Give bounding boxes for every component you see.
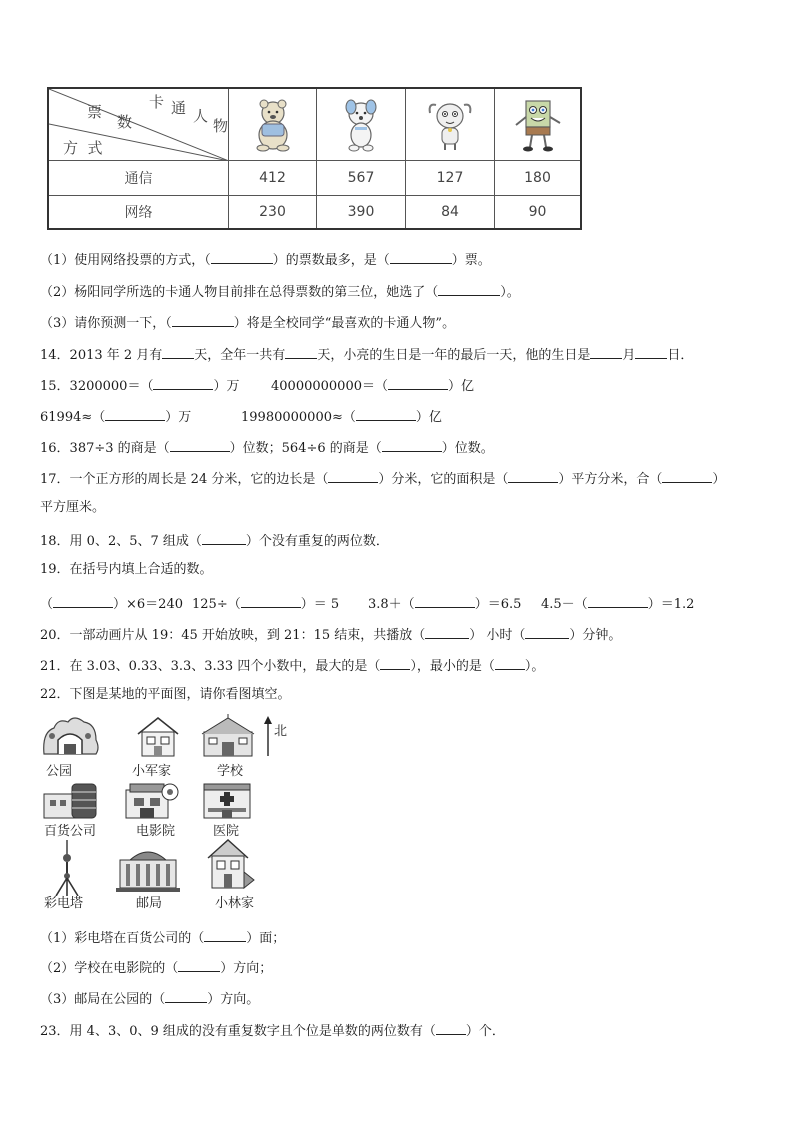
place-xiaolin-home: 小林家 [215,896,255,911]
answer-blank[interactable] [495,656,525,670]
answer-blank[interactable] [204,928,246,942]
answer-blank[interactable] [662,469,712,483]
row-label-wangluo: 网络 [49,196,229,228]
place-park: 公园 [46,764,73,779]
cinema-icon [122,780,180,820]
question-23: 23．用 4、3、0、9 组成的没有重复数字且个位是单数的两位数有（ ）个． [40,1021,505,1040]
dog-cell [317,89,406,161]
answer-blank[interactable] [356,407,416,421]
hospital-icon [200,780,254,820]
place-cinema: 电影院 [136,824,176,839]
q22-part2: （2）学校在电影院的（ ）方向； [40,958,272,977]
answer-blank[interactable] [590,345,622,359]
place-tv-tower: 彩电塔 [44,896,84,911]
answer-blank[interactable] [388,376,448,390]
answer-blank[interactable] [165,989,207,1003]
q22-part1: （1）彩电塔在百货公司的（ ）面； [40,928,285,947]
answer-blank[interactable] [170,438,230,452]
answer-blank[interactable] [202,531,246,545]
question-15-row1b: 40000000000＝（ ）亿 [271,376,474,395]
answer-blank[interactable] [382,438,442,452]
answer-blank[interactable] [153,376,213,390]
post-office-icon [114,844,182,892]
header-diagonal-cell [49,89,229,161]
header-method: 方 式 [63,139,103,157]
q13-part1: （1）使用网络投票的方式，（ ）的票数最多，是（ ）票。 [40,250,491,269]
answer-blank[interactable] [162,345,194,359]
xiaolin-home-icon [200,836,256,892]
park-icon [40,714,100,760]
q19-eq2: 125÷（ ）＝ 5 [192,594,339,613]
table-cell: 390 [317,196,406,228]
sponge-cell [495,89,580,161]
sponge-icon [510,97,566,153]
place-hospital: 医院 [213,824,240,839]
header-cartoon-3: 人 [193,107,209,125]
question-20: 20．一部动画片从 19：45 开始放映，到 21：15 结束，共播放（ ） 小时（ ）分钟。 [40,625,621,644]
school-icon [200,714,256,760]
row-label-tongxin: 通信 [49,161,229,196]
table-cell: 127 [406,161,495,196]
question-18: 18．用 0、2、5、7 组成（ ）个没有重复的两位数． [40,531,389,550]
goat-icon [422,97,478,153]
answer-blank[interactable] [241,594,301,608]
north-arrow-icon [262,716,274,756]
q19-eq1: （ ）×6＝240 [40,594,183,613]
answer-blank[interactable] [380,656,410,670]
place-post-office: 邮局 [136,896,163,911]
answer-blank[interactable] [285,345,317,359]
table-cell: 84 [406,196,495,228]
question-16: 16．387÷3 的商是（ ）位数；564÷6 的商是（ ）位数。 [40,438,494,457]
answer-blank[interactable] [105,407,165,421]
answer-blank[interactable] [635,345,667,359]
header-cartoon-1: 卡 [149,93,165,111]
question-15-row2b: 19980000000≈（ ）亿 [241,407,442,426]
question-14: 14．2013 年 2 月有 天，全年一共有 天，小亮的生日是一年的最后一天，他的生日是 月 日． [40,345,693,364]
answer-blank[interactable] [53,594,113,608]
answer-blank[interactable] [525,625,569,639]
header-cartoon-4: 物 [213,117,229,135]
question-17: 17．一个正方形的周长是 24 分米，它的边长是（ ）分米，它的面积是（ ）平方分米，合（ ） [40,469,725,488]
answer-blank[interactable] [328,469,378,483]
question-21: 21．在 3.03、0.33、3.3、3.33 四个小数中，最大的是（ ），最小的是（ ）。 [40,656,544,675]
house-icon [134,714,182,760]
vote-table [47,87,582,230]
q13-part2: （2）杨阳同学所选的卡通人物目前排在总得票数的第三位，她选了（ ）。 [40,282,520,301]
answer-blank[interactable] [178,958,220,972]
q13-part3: （3）请你预测一下，（ ）将是全校同学“最喜欢的卡通人物”。 [40,313,455,332]
department-store-icon [42,780,98,820]
table-cell: 90 [528,204,547,220]
dog-icon [333,97,389,153]
place-department-store: 百货公司 [44,824,97,839]
table-cell: 180 [495,161,580,196]
answer-blank[interactable] [211,250,273,264]
question-19-title: 19．在括号内填上合适的数。 [40,562,213,577]
q22-part3: （3）邮局在公园的（ ）方向。 [40,989,259,1008]
map-figure [40,714,300,914]
table-cell: 230 [229,196,317,228]
q19-eq3: 3.8＋（ ）＝6.5 [368,594,521,613]
question-22-title: 22．下图是某地的平面图，请你看图填空。 [40,687,291,702]
answer-blank[interactable] [425,625,469,639]
answer-blank[interactable] [438,282,500,296]
question-17-cont: 平方厘米。 [40,500,106,515]
header-count: 数 [117,113,133,131]
place-school: 学校 [217,764,244,779]
goat-cell [406,89,495,161]
header-votes: 票 [87,103,103,121]
tv-tower-icon [50,840,84,896]
table-cell: 567 [317,161,406,196]
answer-blank[interactable] [172,313,234,327]
answer-blank[interactable] [588,594,648,608]
answer-blank[interactable] [390,250,452,264]
bear-cell [229,89,317,161]
table-cell: 412 [229,161,317,196]
question-15-row2: 61994≈（ ）万 [40,407,191,426]
answer-blank[interactable] [508,469,558,483]
answer-blank[interactable] [415,594,475,608]
place-xiaojun-home: 小军家 [132,764,172,779]
north-label: 北 [274,724,288,739]
header-cartoon-2: 通 [171,99,187,117]
q19-eq4: 4.5－（ ）＝1.2 [541,594,694,613]
bear-icon [245,97,301,153]
question-15-row1: 15．3200000＝（ ）万 [40,376,239,395]
answer-blank[interactable] [436,1021,466,1035]
